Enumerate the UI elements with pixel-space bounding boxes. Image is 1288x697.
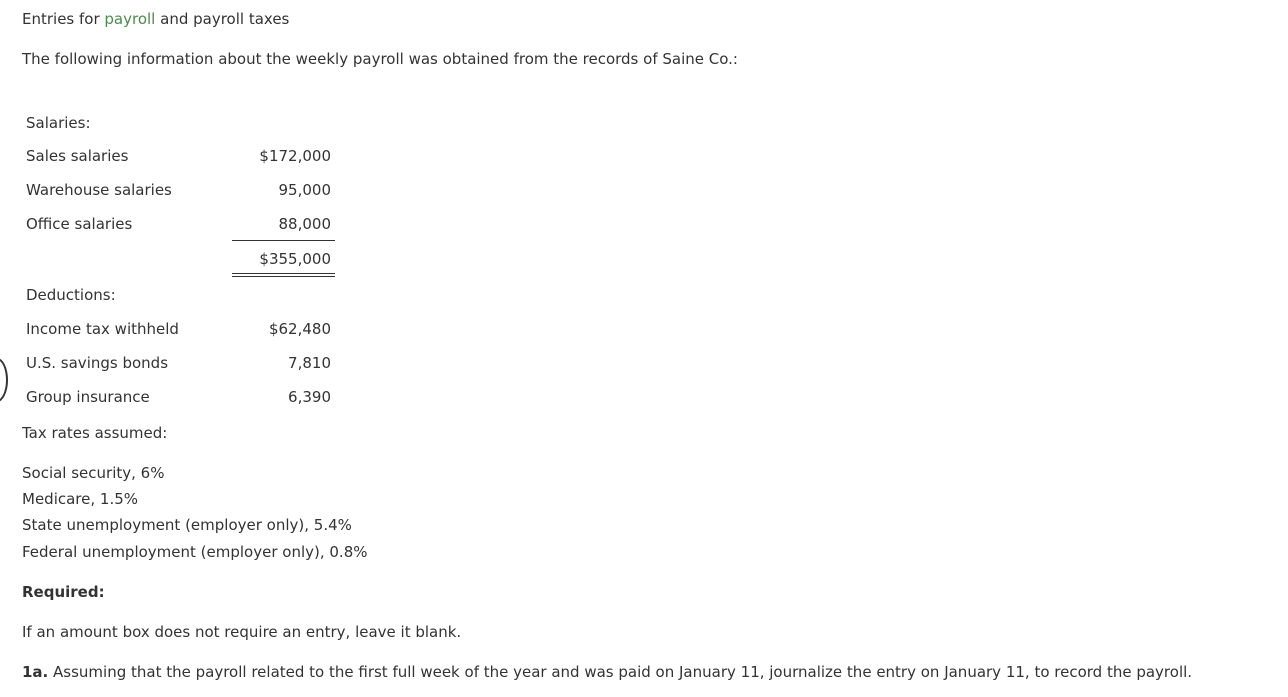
payroll-link[interactable]: payroll	[104, 10, 156, 28]
side-circle-icon[interactable]	[0, 358, 8, 402]
tax-rate-social-security: Social security, 6%	[22, 464, 165, 482]
salary-total: $355,000	[259, 250, 331, 268]
deduction-label-group-insurance: Group insurance	[26, 388, 150, 406]
double-rule-top	[232, 273, 335, 274]
salary-label-office: Office salaries	[26, 215, 133, 233]
title-suffix: and payroll taxes	[155, 10, 290, 28]
instruction-text: If an amount box does not require an entry, leave it blank.	[22, 623, 462, 641]
required-heading: Required:	[22, 583, 105, 601]
question-1a	[22, 663, 1192, 681]
question-1a-label: 1a.	[22, 663, 49, 681]
deduction-amount-savings-bonds: 7,810	[288, 354, 331, 372]
tax-rate-federal-unemployment: Federal unemployment (employer only), 0.8%	[22, 543, 368, 561]
deduction-label-income-tax: Income tax withheld	[26, 320, 179, 338]
salary-label-sales: Sales salaries	[26, 147, 129, 165]
salary-amount-office: 88,000	[278, 215, 331, 233]
double-rule-bottom	[232, 276, 335, 277]
intro-text: The following information about the weekly payroll was obtained from the records of Saine Co.:	[22, 50, 738, 68]
salary-amount-warehouse: 95,000	[278, 181, 331, 199]
salary-label-warehouse: Warehouse salaries	[26, 181, 172, 199]
deduction-amount-income-tax: $62,480	[268, 320, 331, 338]
subtotal-rule	[232, 240, 335, 241]
salary-amount-sales: $172,000	[259, 147, 331, 165]
salaries-heading: Salaries:	[26, 114, 91, 132]
tax-rate-medicare: Medicare, 1.5%	[22, 490, 139, 508]
tax-rates-heading: Tax rates assumed:	[22, 424, 168, 442]
tax-rate-state-unemployment: State unemployment (employer only), 5.4%	[22, 516, 352, 534]
page-title	[22, 10, 289, 28]
title-prefix: Entries for	[22, 10, 105, 28]
deduction-label-savings-bonds: U.S. savings bonds	[26, 354, 169, 372]
question-1a-text: Assuming that the payroll related to the first full week of the year and was paid on January 11, journalize the entry on January 11, to record the payroll.	[48, 663, 1193, 681]
deduction-amount-group-insurance: 6,390	[288, 388, 331, 406]
deductions-heading: Deductions:	[26, 286, 116, 304]
